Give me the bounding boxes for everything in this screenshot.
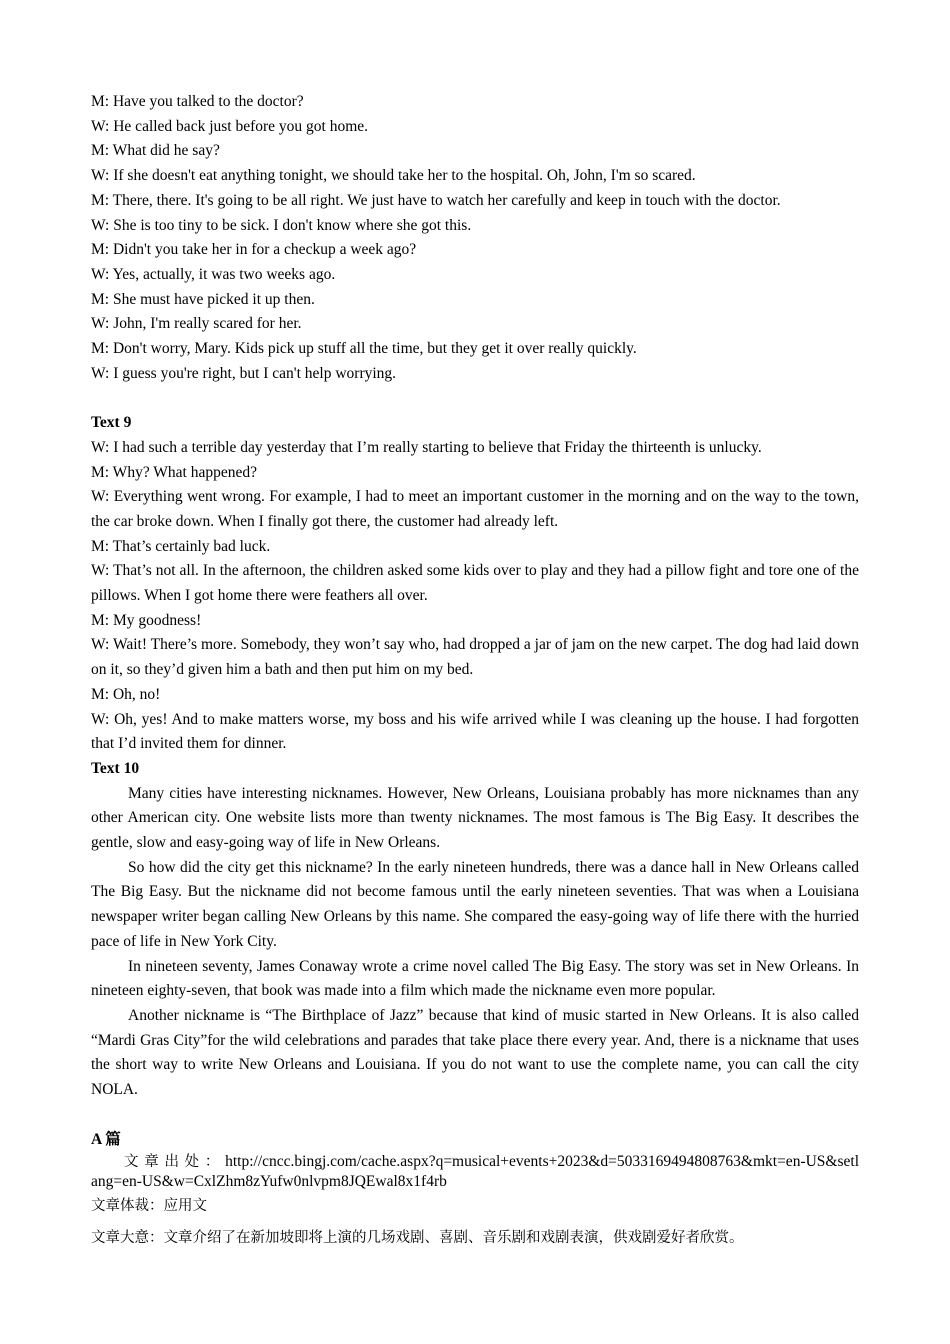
source-url[interactable]: http://cncc.bingj.com/cache.aspx?q=musical+events+2023&d=5033169494808763&mkt=en-US&setlang=en-US&w=CxlZhm8zYufw0nlvpm8JQEwal8x1f4rb: [91, 1153, 859, 1191]
dialogue-line: M: Oh, no!: [91, 685, 161, 703]
dialogue-line: M: She must have picked it up then.: [91, 290, 315, 308]
genre-line: 文章体裁：应用文: [91, 1198, 207, 1215]
source-line: [91, 1152, 859, 1191]
dialogue-top: [91, 90, 859, 386]
dialogue-line: M: That’s certainly bad luck.: [91, 537, 271, 555]
spacer: [91, 386, 859, 411]
dialogue-line: M: Don't worry, Mary. Kids pick up stuff all the time, but they get it over really quickly.: [91, 340, 637, 358]
dialogue-line: W: I guess you're right, but I can't help worrying.: [91, 364, 397, 382]
dialogue-line: W: She is too tiny to be sick. I don't know where she got this.: [91, 216, 472, 234]
text10-paragraph: Many cities have interesting nicknames. However, New Orleans, Louisiana probably has more nicknames than any other American city. One website lists more than twenty nicknames. The most famous is The Big Easy. It describes the gentle, slow and easy-going way of life in New Orleans.: [91, 784, 859, 852]
section-a: [91, 1128, 859, 1252]
dialogue-line: W: Oh, yes! And to make matters worse, my boss and his wife arrived while I was cleaning up the house. I had forgotten that I’d invited them for dinner.: [91, 710, 859, 753]
dialogue-line: W: John, I'm really scared for her.: [91, 315, 302, 333]
text10-heading: Text 10: [91, 759, 140, 777]
document-page: [91, 90, 859, 1251]
text10-paragraph: Another nickname is “The Birthplace of Jazz” because that kind of music started in New Orleans. It is also called “Mardi Gras City”for the wild celebrations and parades that take place there every year. And, there is a nickname that uses the short way to write New Orleans and Louisiana. If you do not want to use the complete name, you can call the city NOLA.: [91, 1007, 859, 1099]
dialogue-line: W: Yes, actually, it was two weeks ago.: [91, 265, 336, 283]
summary-line: 文章大意：文章介绍了在新加坡即将上演的几场戏剧、喜剧、音乐剧和戏剧表演，供戏剧爱好者欣赏。: [91, 1230, 744, 1247]
text9-heading: Text 9: [91, 414, 132, 432]
text10-paragraph: In nineteen seventy, James Conaway wrote a crime novel called The Big Easy. The story was set in New Orleans. In nineteen eighty-seven, that book was made into a film which made the nickname even more popular.: [91, 957, 859, 1000]
dialogue-line: W: If she doesn't eat anything tonight, we should take her to the hospital. Oh, John, I'm so scared.: [91, 167, 696, 185]
source-label: 文章出处：: [124, 1154, 226, 1171]
dialogue-line: M: My goodness!: [91, 611, 202, 629]
section-a-heading: A 篇: [91, 1130, 121, 1148]
dialogue-line: M: Have you talked to the doctor?: [91, 93, 304, 110]
dialogue-line: W: Everything went wrong. For example, I had to meet an important customer in the morning and on the way to the town, the car broke down. When I finally got there, the customer had already left.: [91, 488, 859, 530]
text10-section: [91, 757, 859, 1103]
dialogue-line: M: There, there. It's going to be all right. We just have to watch her carefully and keep in touch with the doctor.: [91, 191, 781, 209]
dialogue-line: W: He called back just before you got home.: [91, 117, 369, 135]
dialogue-line: W: I had such a terrible day yesterday that I’m really starting to believe that Friday the thirteenth is unlucky.: [91, 438, 762, 456]
dialogue-line: M: Didn't you take her in for a checkup a week ago?: [91, 241, 417, 259]
text9-section: [91, 411, 859, 757]
dialogue-line: W: Wait! There’s more. Somebody, they won’t say who, had dropped a jar of jam on the new carpet. The dog had laid down on it, so they’d given him a bath and then put him on my bed.: [91, 636, 859, 679]
dialogue-line: M: Why? What happened?: [91, 463, 257, 481]
dialogue-line: W: That’s not all. In the afternoon, the children asked some kids over to play and they had a pillow fight and tore one of the pillows. When I got home there were feathers all over.: [91, 562, 859, 605]
spacer: [91, 1103, 859, 1128]
dialogue-line: M: What did he say?: [91, 142, 220, 160]
text10-paragraph: So how did the city get this nickname? In the early nineteen hundreds, there was a dance hall in New Orleans called The Big Easy. But the nickname did not become famous until the early nineteen seventies. That was when a Louisiana newspaper writer began calling New Orleans by this name. She compared the easy-going way of life there with the hurried pace of life in New York City.: [91, 858, 859, 950]
